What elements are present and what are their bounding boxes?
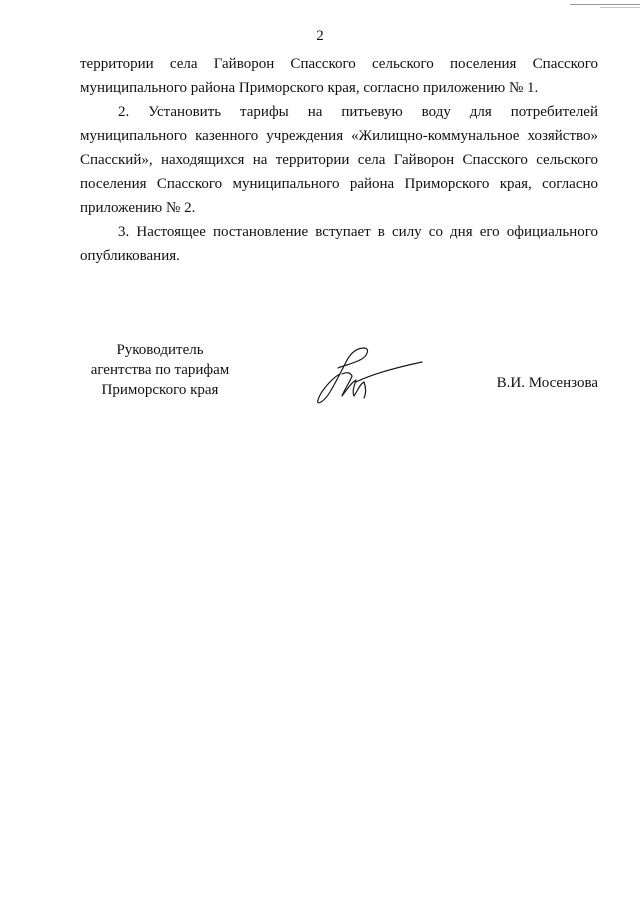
document-body bbox=[80, 52, 598, 268]
scan-edge-mark bbox=[600, 7, 640, 8]
signatory-title bbox=[80, 340, 240, 400]
signer-name: В.И. Мосензова bbox=[496, 375, 598, 391]
scan-edge-mark bbox=[570, 4, 640, 5]
signatory-title-line: Приморского края bbox=[101, 382, 219, 398]
handwritten-signature-icon bbox=[312, 344, 432, 408]
paragraph-item-3: 3. Настоящее постановление вступает в силу со дня его официального опубликования. bbox=[80, 224, 598, 264]
signatory-title-line: агентства по тарифам bbox=[90, 362, 230, 378]
paragraph-continuation: территории села Гайворон Спасского сельского поселения Спасского муниципального района Приморского края, согласно приложению № 1. bbox=[80, 56, 598, 96]
paragraph-item-2: 2. Установить тарифы на питьевую воду для потребителей муниципального казенного учреждения «Жилищно-коммунальное хозяйство» Спасский», находящихся на территории села Гайворон Спасского сельского поселения Спасского муниципального района Приморского края, согласно приложению № 2. bbox=[80, 104, 598, 216]
signatory-title-line: Руководитель bbox=[116, 342, 204, 358]
page-number: 2 bbox=[316, 28, 324, 44]
